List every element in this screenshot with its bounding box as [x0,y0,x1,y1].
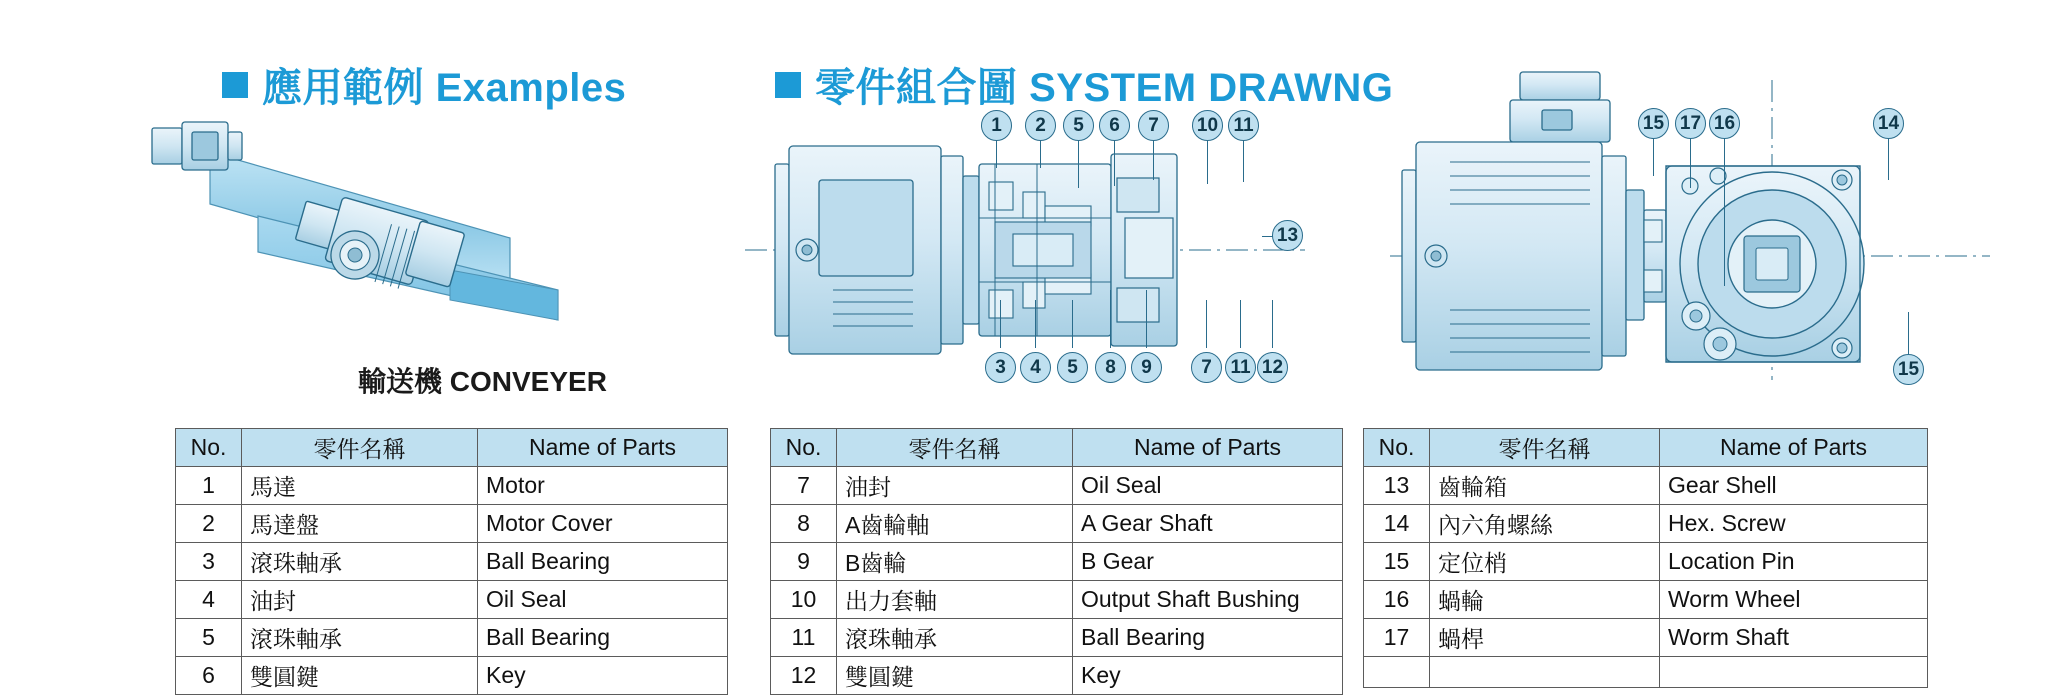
cell-no: 16 [1364,581,1430,619]
leader-line [1114,138,1115,186]
cell-cn: 滾珠軸承 [242,543,478,581]
callout-10: 10 [1192,110,1223,141]
leader-line [1207,138,1208,184]
table-row [176,467,728,505]
table-row [771,505,1343,543]
conveyer-caption: 輸送機 CONVEYER [358,366,607,397]
cell-no: 5 [176,619,242,657]
table-row [1364,467,1928,505]
table-row [1364,505,1928,543]
table-row [1364,619,1928,657]
leader-line [996,138,997,168]
callout-3: 3 [985,352,1016,383]
header-cn: 零件名稱 [837,429,1073,467]
callout-2: 2 [1025,110,1056,141]
table-row [771,581,1343,619]
callout-15b: 15 [1893,354,1924,385]
leader-line [1653,136,1654,176]
cell-cn: 馬達盤 [242,505,478,543]
cell-en: Ball Bearing [478,543,728,581]
cell-en: Hex. Screw [1660,505,1928,543]
cell-cn: 滾珠軸承 [242,619,478,657]
callout-5: 5 [1063,110,1094,141]
header-no: No. [771,429,837,467]
leader-line [1272,300,1273,348]
leader-line [1240,300,1241,348]
callout-12: 12 [1257,352,1288,383]
header-en: Name of Parts [478,429,728,467]
leader-line [1000,300,1001,348]
callout-5b: 5 [1057,352,1088,383]
table-header-row [176,429,728,467]
cell-no: 13 [1364,467,1430,505]
cell-en: A Gear Shaft [1073,505,1343,543]
cell-en: Oil Seal [478,581,728,619]
cell-cn: 蝸輪 [1430,581,1660,619]
callout-17: 17 [1675,108,1706,139]
header-no: No. [176,429,242,467]
parts-table-3 [1363,428,1928,688]
header-en: Name of Parts [1660,429,1928,467]
table-row [176,505,728,543]
cell-cn: 蝸桿 [1430,619,1660,657]
cell-no: 2 [176,505,242,543]
bullet-square-icon [775,72,801,98]
cell-en: Worm Wheel [1660,581,1928,619]
callout-6: 6 [1099,110,1130,141]
cell-cn: 油封 [837,467,1073,505]
table-row [1364,581,1928,619]
leader-line [1888,136,1889,180]
cell-no: 17 [1364,619,1430,657]
cross-section-svg [745,122,1305,382]
cell-no: 7 [771,467,837,505]
leader-line [1110,290,1111,348]
cell-en: Motor Cover [478,505,728,543]
callout-4: 4 [1020,352,1051,383]
leader-line [1078,138,1079,188]
callout-7: 7 [1138,110,1169,141]
callout-9: 9 [1131,352,1162,383]
cell-en: B Gear [1073,543,1343,581]
cell-en: Location Pin [1660,543,1928,581]
parts-table-1 [175,428,728,695]
cell-cn: 雙圓鍵 [837,657,1073,695]
table-header-row [1364,429,1928,467]
cell-en: Output Shaft Bushing [1073,581,1343,619]
cell-no: 9 [771,543,837,581]
table-row [771,619,1343,657]
cell-cn: 出力套軸 [837,581,1073,619]
cell-no: 6 [176,657,242,695]
leader-line [1206,300,1207,348]
cell-no: 14 [1364,505,1430,543]
cell-cn: A齒輪軸 [837,505,1073,543]
cell-en: Oil Seal [1073,467,1343,505]
callout-14: 14 [1873,108,1904,139]
section-heading-system [775,56,1393,113]
section-heading-examples-label: 應用範例 Examples [262,66,627,110]
cell-en [1660,657,1928,688]
leader-line [1153,138,1154,180]
table-row [771,543,1343,581]
bullet-square-icon [222,72,248,98]
cell-en: Ball Bearing [1073,619,1343,657]
cell-en: Gear Shell [1660,467,1928,505]
callout-8: 8 [1095,352,1126,383]
leader-line [1690,136,1691,188]
parts-table-2 [770,428,1343,695]
table-row [1364,657,1928,688]
cell-cn: 齒輪箱 [1430,467,1660,505]
callout-1: 1 [981,110,1012,141]
leader-line [1072,300,1073,348]
leader-line [1040,138,1041,168]
cell-en: Key [1073,657,1343,695]
cell-en: Ball Bearing [478,619,728,657]
cell-cn: 雙圓鍵 [242,657,478,695]
table-row [1364,543,1928,581]
callout-11b: 11 [1225,352,1256,383]
cell-cn: 內六角螺絲 [1430,505,1660,543]
header-en: Name of Parts [1073,429,1343,467]
cell-no: 8 [771,505,837,543]
cell-cn: B齒輪 [837,543,1073,581]
header-no: No. [1364,429,1430,467]
section-heading-system-label: 零件組合圖 SYSTEM DRAWNG [815,66,1394,110]
leader-line [1243,138,1244,182]
table-row [771,467,1343,505]
conveyer-illustration [150,120,710,360]
cell-cn: 馬達 [242,467,478,505]
leader-line [1035,300,1036,348]
cell-cn: 滾珠軸承 [837,619,1073,657]
leader-line [1908,312,1909,354]
table-row [176,581,728,619]
cell-en: Key [478,657,728,695]
section-heading-examples [222,56,626,113]
leader-line [1724,136,1725,286]
header-cn: 零件名稱 [1430,429,1660,467]
table-row [176,619,728,657]
callout-15: 15 [1638,108,1669,139]
cell-no [1364,657,1430,688]
cell-en: Worm Shaft [1660,619,1928,657]
cell-no: 4 [176,581,242,619]
cell-no: 15 [1364,543,1430,581]
cell-no: 12 [771,657,837,695]
callout-13: 13 [1272,220,1303,251]
system-cross-section-illustration [745,122,1305,382]
cell-no: 11 [771,619,837,657]
cell-no: 3 [176,543,242,581]
cell-en: Motor [478,467,728,505]
leader-line [1146,290,1147,348]
table-header-row [771,429,1343,467]
cell-no: 1 [176,467,242,505]
header-cn: 零件名稱 [242,429,478,467]
conveyer-svg [150,120,710,360]
table-row [176,543,728,581]
cell-no: 10 [771,581,837,619]
callout-16: 16 [1709,108,1740,139]
callout-7b: 7 [1191,352,1222,383]
cell-cn: 定位梢 [1430,543,1660,581]
cell-cn: 油封 [242,581,478,619]
cell-cn [1430,657,1660,688]
callout-11: 11 [1228,110,1259,141]
